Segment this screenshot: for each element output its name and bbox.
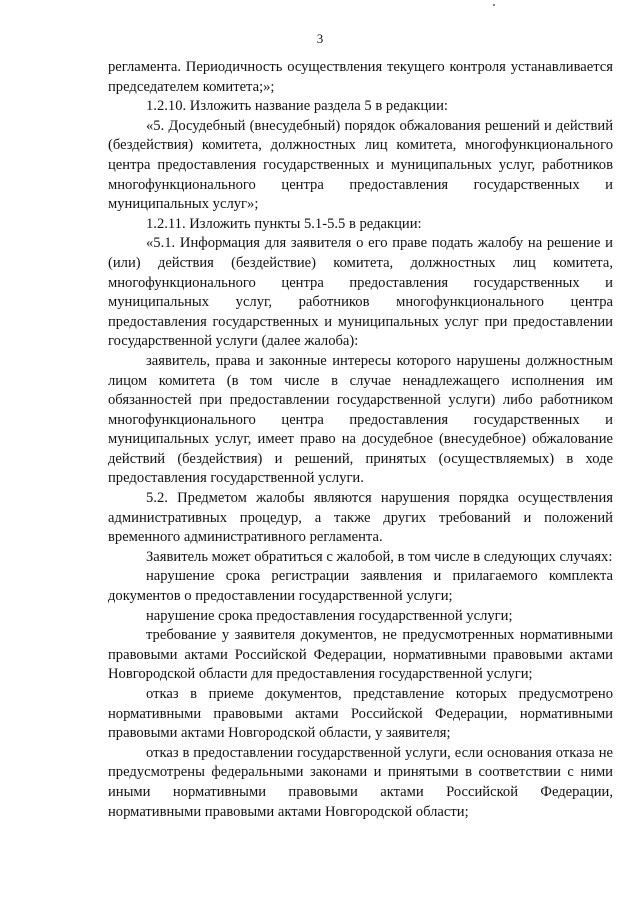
- paragraph-5-2: 5.2. Предметом жалобы являются нарушения порядка осуществления административных процедур, а также других требований и положений временного административного регламента.: [108, 490, 613, 546]
- paragraph-regulation-end: регламента. Периодичность осуществления текущего контроля устанавливается председателем комитета;»;: [108, 59, 613, 95]
- scan-artifact-dot: [493, 4, 495, 6]
- list-item-service-delay: нарушение срока предоставления государственной услуги;: [146, 607, 513, 624]
- list-item-service-refusal: отказ в предоставлении государственной услуги, если основания отказа не предусмотрены федеральными законами и принятыми в соответствии с ними иными нормативными правовыми актами Российской Федерации, нормативными правовыми актами Новгородской области;: [108, 744, 613, 820]
- list-item-document-refusal: отказ в приеме документов, представление которых предусмотрено нормативными правовыми актами Российской Федерации, нормативными правовыми актами Новгородской области, у заявителя;: [108, 686, 613, 742]
- paragraph-1-2-10: 1.2.10. Изложить название раздела 5 в редакции:: [146, 98, 448, 115]
- document-body: [108, 58, 613, 822]
- page-number: 3: [316, 31, 324, 46]
- paragraph-1-2-11: 1.2.11. Изложить пункты 5.1-5.5 в редакции:: [146, 215, 422, 232]
- paragraph-complaint-cases: Заявитель может обратиться с жалобой, в том числе в следующих случаях:: [146, 548, 613, 565]
- paragraph-applicant-rights: заявитель, права и законные интересы которого нарушены должностным лицом комитета (в том числе в случае ненадлежащего исполнения им обязанностей при предоставлении государственной услуги) либо работником многофункционального центра предоставления государственных и муниципальных услуг, имеет право на досудебное (внесудебное) обжалование действий (бездействия) и решений, принятых (осуществляемых) в ходе предоставления государственной услуги.: [108, 352, 613, 487]
- paragraph-section-5-title: «5. Досудебный (внесудебный) порядок обжалования решений и действий (бездействия) комитета, должностных лиц комитета, многофункционального центра предоставления государственных и муниципальных услуг, работников многофункционального центра предоставления государственных и муниципальных услуг»;: [108, 117, 613, 213]
- list-item-registration-delay: нарушение срока регистрации заявления и прилагаемого комплекта документов о предоставлении государственной услуги;: [108, 568, 613, 605]
- paragraph-5-1: «5.1. Информация для заявителя о его праве подать жалобу на решение и (или) действия (бездействие) комитета, должностных лиц комитета, многофункционального центра предоставления государственных и муниципальных услуг, работников многофункционального центра предоставления государственных и муниципальных услуг при предоставлении государственной услуги (далее жалоба):: [108, 235, 613, 350]
- list-item-extra-documents: требование у заявителя документов, не предусмотренных нормативными правовыми актами Российской Федерации, нормативными правовыми актами Новгородской области для предоставления государственной услуги;: [108, 627, 613, 683]
